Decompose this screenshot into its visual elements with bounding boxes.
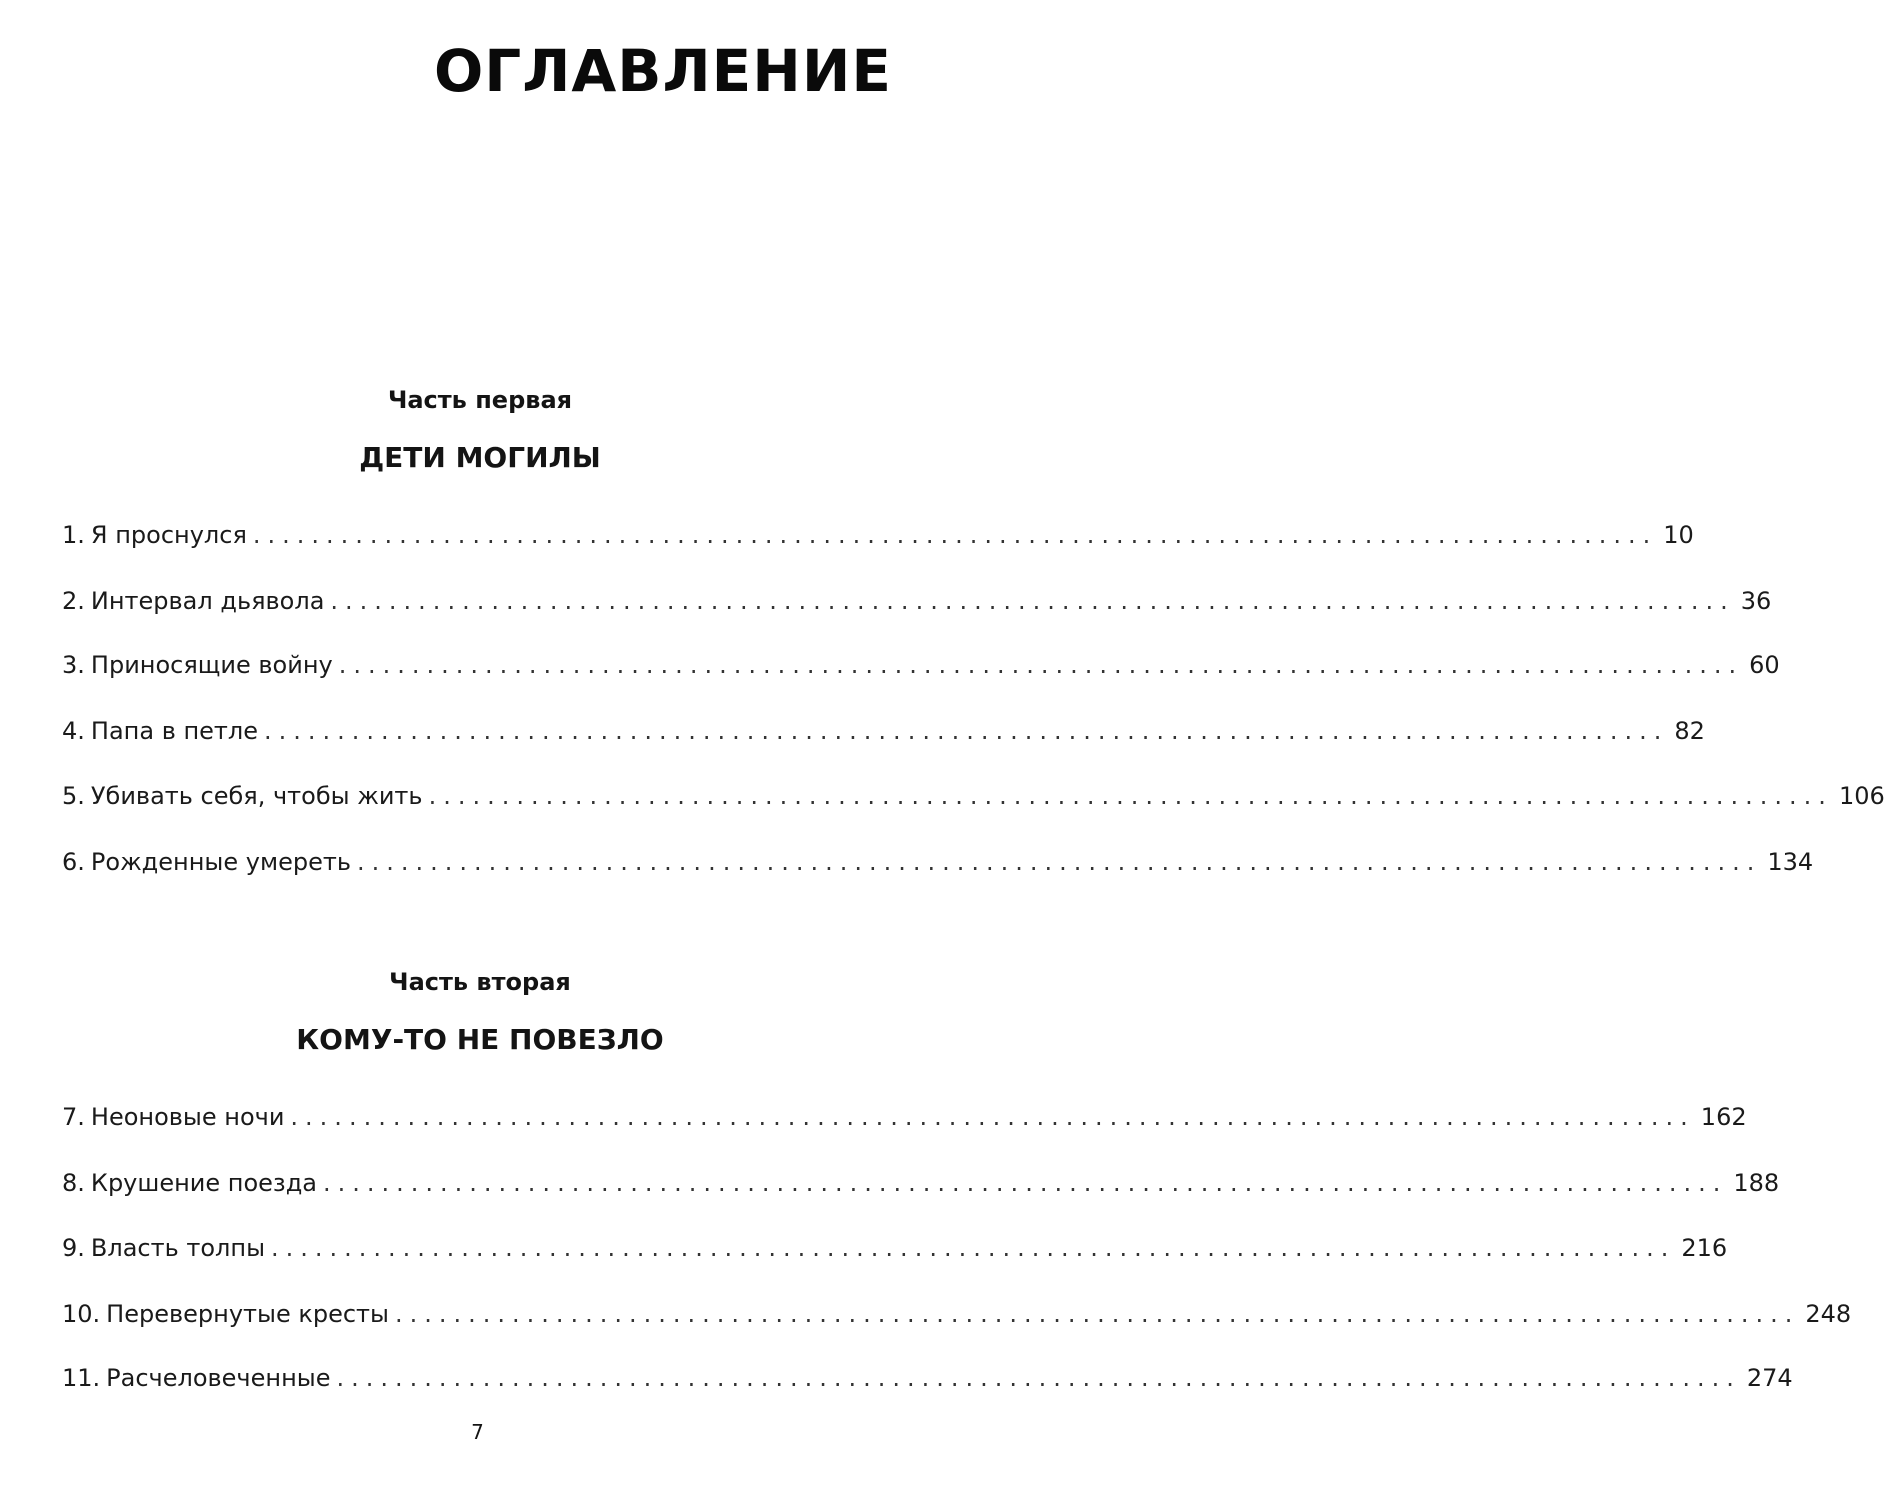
- toc-entry-number: 2.: [62, 587, 85, 615]
- toc-entry-title: Расчеловеченные: [106, 1364, 331, 1392]
- toc-entry-number: 1.: [62, 521, 85, 549]
- toc-entry-number: 9.: [62, 1234, 85, 1262]
- part-two-title: КОМУ-ТО НЕ ПОВЕЗЛО: [296, 1023, 664, 1056]
- dot-leader: ................................................................................................: [264, 717, 1669, 745]
- toc-entry-number: 10.: [62, 1300, 101, 1328]
- toc-entry-title: Крушение поезда: [90, 1169, 317, 1197]
- dot-leader: ................................................................................................: [330, 587, 1735, 615]
- toc-entry-number: 8.: [62, 1169, 85, 1197]
- toc-entry-title: Перевернутые кресты: [106, 1300, 389, 1328]
- toc-entry-number: 4.: [62, 717, 85, 745]
- part-one-title: ДЕТИ МОГИЛЫ: [359, 441, 601, 474]
- toc-entry-title: Папа в петле: [90, 717, 259, 745]
- dot-leader: ................................................................................................: [271, 1234, 1676, 1262]
- toc-entry[interactable]: [62, 1231, 1728, 1265]
- toc-entry[interactable]: [62, 648, 1780, 682]
- toc-entry[interactable]: [62, 584, 1772, 618]
- toc-entry-number: 7.: [62, 1103, 85, 1131]
- toc-entry-title: Убивать себя, чтобы жить: [90, 782, 423, 810]
- toc-entry-page: 162: [1700, 1103, 1747, 1131]
- toc-entry[interactable]: [62, 1100, 1747, 1134]
- dot-leader: ................................................................................................: [252, 521, 1658, 549]
- toc-entry-page: 248: [1805, 1300, 1852, 1328]
- toc-entry-title: Рожденные умереть: [90, 848, 351, 876]
- page-title: ОГЛАВЛЕНИЕ: [433, 37, 892, 105]
- toc-entry[interactable]: [62, 518, 1694, 552]
- toc-entry-page: 10: [1663, 521, 1694, 549]
- dot-leader: ................................................................................................: [338, 651, 1744, 679]
- toc-entry[interactable]: [62, 714, 1705, 748]
- toc-entry-number: 5.: [62, 782, 85, 810]
- toc-entry-page: 274: [1746, 1364, 1793, 1392]
- toc-entry[interactable]: [62, 779, 1885, 813]
- toc-entry-page: 60: [1749, 651, 1780, 679]
- dot-leader: ................................................................................................: [356, 848, 1762, 876]
- part-two-label: Часть вторая: [389, 968, 571, 996]
- toc-entry-page: 106: [1838, 782, 1885, 810]
- toc-entry-number: 11.: [62, 1364, 101, 1392]
- part-one-label: Часть первая: [387, 386, 573, 414]
- toc-entry-title: Приносящие войну: [90, 651, 333, 679]
- toc-entry-title: Неоновые ночи: [90, 1103, 285, 1131]
- toc-entry[interactable]: [62, 1361, 1793, 1395]
- toc-entry-page: 188: [1733, 1169, 1780, 1197]
- toc-entry[interactable]: [62, 1297, 1852, 1331]
- dot-leader: ................................................................................................: [394, 1300, 1800, 1328]
- toc-entry-page: 36: [1740, 587, 1772, 615]
- dot-leader: ................................................................................................: [428, 782, 1833, 810]
- toc-entry-number: 6.: [62, 848, 85, 876]
- toc-entry-title: Власть толпы: [90, 1234, 266, 1262]
- dot-leader: ................................................................................................: [323, 1169, 1728, 1197]
- dot-leader: ................................................................................................: [290, 1103, 1695, 1131]
- toc-entry[interactable]: [62, 1166, 1780, 1200]
- toc-entry[interactable]: [62, 845, 1814, 879]
- toc-entry-title: Я проснулся: [90, 521, 247, 549]
- dot-leader: ................................................................................................: [336, 1364, 1741, 1392]
- toc-entry-page: 82: [1674, 717, 1705, 745]
- toc-entry-page: 216: [1681, 1234, 1728, 1262]
- page-number: 7: [471, 1420, 484, 1444]
- toc-entry-title: Интервал дьявола: [90, 587, 325, 615]
- toc-entry-page: 134: [1767, 848, 1814, 876]
- toc-entry-number: 3.: [62, 651, 85, 679]
